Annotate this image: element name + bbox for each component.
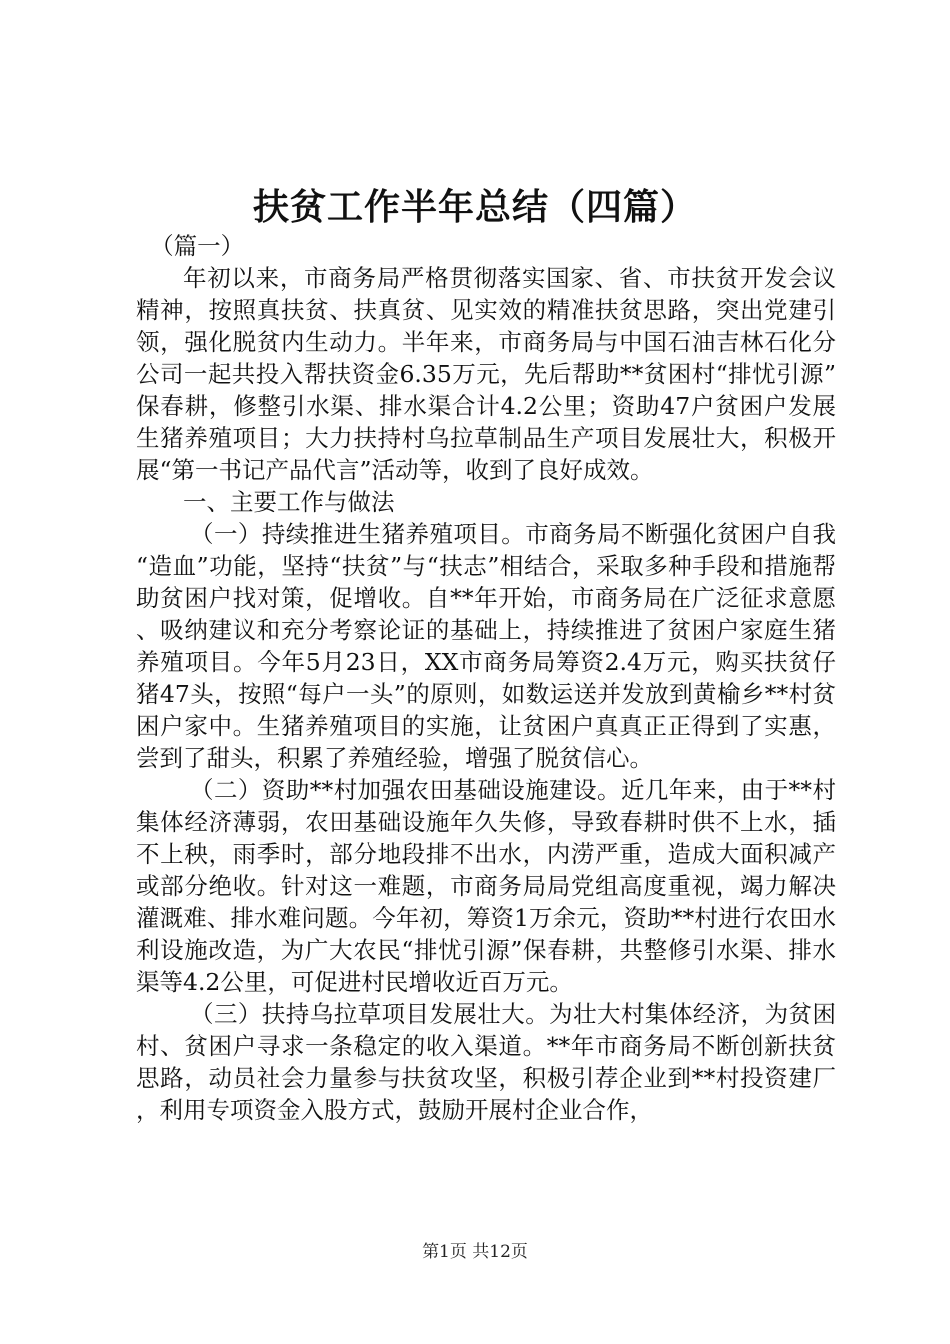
document-body (136, 230, 836, 1126)
body-paragraph-intro: 年初以来，市商务局严格贯彻落实国家、省、市扶贫开发会议精神，按照真扶贫、扶真贫、见实效的精准扶贫思路，突出党建引领，强化脱贫内生动力。半年来，市商务局与中国石油吉林石化分公司一起共投入帮扶资金6.35万元，先后帮助**贫困村“排忧引源”保春耕，修整引水渠、排水渠合计4.2公里；资助47户贫困户发展生猪养殖项目；大力扶持村乌拉草制品生产项目发展壮大，积极开展“第一书记产品代言”活动等，收到了良好成效。 (136, 264, 836, 484)
body-paragraph-farmland: （二）资助**村加强农田基础设施建设。近几年来，由于**村集体经济薄弱，农田基础设施年久失修，导致春耕时供不上水，插不上秧，雨季时，部分地段排不出水，内涝严重，造成大面积减产或部分绝收。针对这一难题，市商务局局党组高度重视，竭力解决灌溉难、排水难问题。今年初，筹资1万余元，资助**村进行农田水利设施改造，为广大农民“排忧引源”保春耕，共整修引水渠、排水渠等4.2公里，可促进村民增收近百万元。 (136, 776, 836, 996)
document-title: 扶贫工作半年总结（四篇） (252, 186, 697, 228)
section-label: （篇一） (150, 232, 245, 260)
page-footer: 第1页 共12页 (422, 1242, 528, 1262)
body-paragraph-ula-grass: （三）扶持乌拉草项目发展壮大。为壮大村集体经济，为贫困村、贫困户寻求一条稳定的收入渠道。**年市商务局不断创新扶贫思路，动员社会力量参与扶贫攻坚，积极引荐企业到**村投资建厂，利用专项资金入股方式，鼓励开展村企业合作， (136, 1000, 836, 1124)
section-heading: 一、主要工作与做法 (183, 488, 395, 516)
body-paragraph-pig-farming: （一）持续推进生猪养殖项目。市商务局不断强化贫困户自我“造血”功能，坚持“扶贫”与“扶志”相结合，采取多种手段和措施帮助贫困户找对策，促增收。自**年开始，市商务局在广泛征求意愿、吸纳建议和充分考察论证的基础上，持续推进了贫困户家庭生猪养殖项目。今年5月23日，XX市商务局筹资2.4万元，购买扶贫仔猪47头，按照“每户一头”的原则，如数运送并发放到黄榆乡**村贫困户家中。生猪养殖项目的实施，让贫困户真真正正得到了实惠，尝到了甜头，积累了养殖经验，增强了脱贫信心。 (136, 520, 836, 772)
